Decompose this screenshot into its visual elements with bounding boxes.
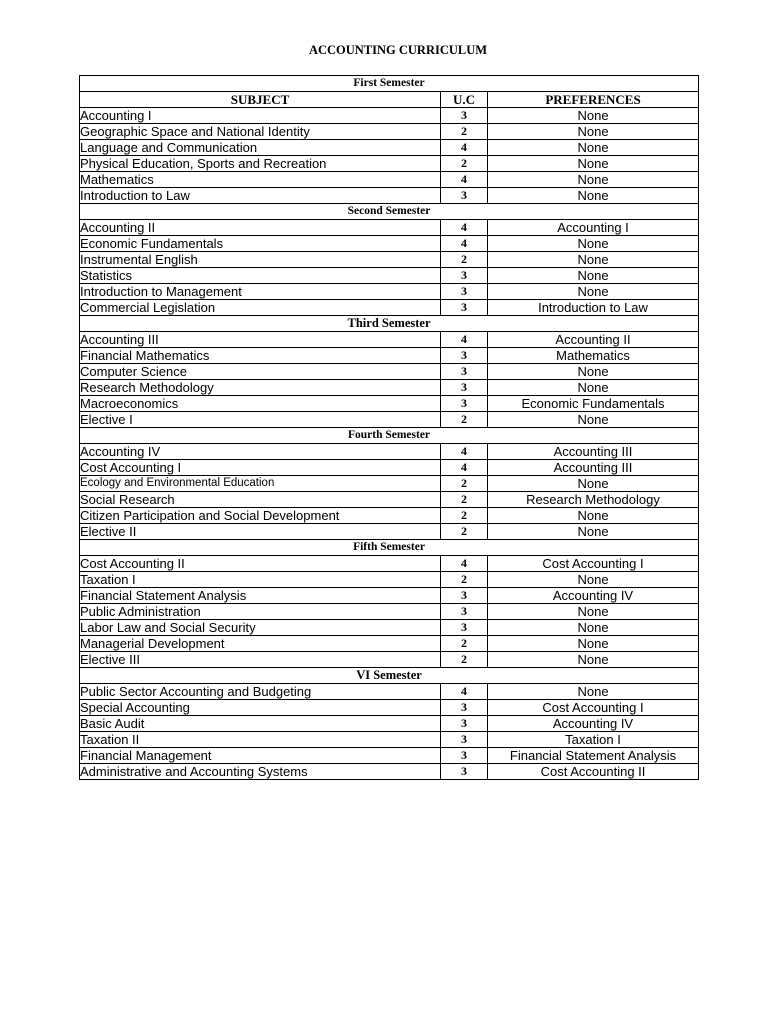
preferences-cell: None <box>488 508 699 524</box>
preferences-cell: None <box>488 140 699 156</box>
preferences-cell: Cost Accounting I <box>488 556 699 572</box>
subject-cell: Commercial Legislation <box>80 300 441 316</box>
course-row <box>80 588 699 604</box>
uc-cell: 2 <box>441 124 488 140</box>
course-row <box>80 140 699 156</box>
course-row <box>80 252 699 268</box>
course-row <box>80 172 699 188</box>
preferences-cell: None <box>488 124 699 140</box>
semester-header-row <box>80 540 699 556</box>
subject-cell: Introduction to Management <box>80 284 441 300</box>
uc-cell: 4 <box>441 444 488 460</box>
preferences-cell: None <box>488 284 699 300</box>
preferences-cell: None <box>488 652 699 668</box>
uc-cell: 3 <box>441 620 488 636</box>
course-row <box>80 652 699 668</box>
preferences-cell: None <box>488 620 699 636</box>
course-row <box>80 412 699 428</box>
preferences-cell: Accounting I <box>488 220 699 236</box>
course-row <box>80 284 699 300</box>
subject-cell: Accounting II <box>80 220 441 236</box>
uc-cell: 2 <box>441 156 488 172</box>
course-row <box>80 684 699 700</box>
preferences-cell: None <box>488 524 699 540</box>
semester-title: Third Semester <box>80 316 699 332</box>
preferences-cell: Mathematics <box>488 348 699 364</box>
course-row <box>80 716 699 732</box>
subject-cell: Public Sector Accounting and Budgeting <box>80 684 441 700</box>
preferences-cell: Cost Accounting I <box>488 700 699 716</box>
subject-cell: Citizen Participation and Social Development <box>80 508 441 524</box>
uc-cell: 3 <box>441 108 488 124</box>
uc-cell: 3 <box>441 380 488 396</box>
preferences-cell: None <box>488 684 699 700</box>
course-row <box>80 348 699 364</box>
uc-cell: 2 <box>441 252 488 268</box>
uc-cell: 2 <box>441 492 488 508</box>
subject-cell: Financial Management <box>80 748 441 764</box>
subject-cell: Geographic Space and National Identity <box>80 124 441 140</box>
subject-cell: Managerial Development <box>80 636 441 652</box>
semester-header-row <box>80 668 699 684</box>
course-row <box>80 748 699 764</box>
uc-cell: 3 <box>441 604 488 620</box>
preferences-cell: None <box>488 236 699 252</box>
course-row <box>80 156 699 172</box>
uc-cell: 4 <box>441 236 488 252</box>
semester-title: Fifth Semester <box>80 540 699 556</box>
subject-cell: Elective II <box>80 524 441 540</box>
course-row <box>80 220 699 236</box>
subject-cell: Economic Fundamentals <box>80 236 441 252</box>
preferences-cell: Research Methodology <box>488 492 699 508</box>
semester-header-row <box>80 204 699 220</box>
uc-cell: 4 <box>441 460 488 476</box>
preferences-cell: Accounting IV <box>488 588 699 604</box>
semester-header-row <box>80 76 699 92</box>
preferences-cell: None <box>488 108 699 124</box>
uc-cell: 4 <box>441 332 488 348</box>
uc-cell: 2 <box>441 652 488 668</box>
preferences-cell: Financial Statement Analysis <box>488 748 699 764</box>
course-row <box>80 524 699 540</box>
course-row <box>80 364 699 380</box>
subject-cell: Taxation I <box>80 572 441 588</box>
semester-title: Second Semester <box>80 204 699 220</box>
uc-cell: 3 <box>441 364 488 380</box>
uc-cell: 2 <box>441 572 488 588</box>
uc-cell: 3 <box>441 716 488 732</box>
uc-cell: 3 <box>441 284 488 300</box>
uc-cell: 2 <box>441 476 488 492</box>
course-row <box>80 188 699 204</box>
uc-cell: 3 <box>441 764 488 780</box>
subject-cell: Special Accounting <box>80 700 441 716</box>
subject-cell: Accounting III <box>80 332 441 348</box>
uc-cell: 3 <box>441 188 488 204</box>
preferences-cell: None <box>488 604 699 620</box>
preferences-cell: None <box>488 364 699 380</box>
preferences-cell: None <box>488 188 699 204</box>
preferences-cell: None <box>488 572 699 588</box>
uc-cell: 4 <box>441 172 488 188</box>
subject-cell: Public Administration <box>80 604 441 620</box>
uc-cell: 4 <box>441 556 488 572</box>
uc-cell: 3 <box>441 588 488 604</box>
curriculum-table <box>79 75 699 780</box>
uc-cell: 2 <box>441 412 488 428</box>
uc-cell: 3 <box>441 732 488 748</box>
preferences-cell: None <box>488 156 699 172</box>
preferences-cell: Taxation I <box>488 732 699 748</box>
subject-column-header: SUBJECT <box>80 92 441 108</box>
course-row <box>80 108 699 124</box>
preferences-cell: None <box>488 476 699 492</box>
subject-cell: Accounting I <box>80 108 441 124</box>
subject-cell: Physical Education, Sports and Recreation <box>80 156 441 172</box>
subject-cell: Introduction to Law <box>80 188 441 204</box>
subject-cell: Cost Accounting I <box>80 460 441 476</box>
subject-cell: Statistics <box>80 268 441 284</box>
uc-cell: 4 <box>441 220 488 236</box>
subject-cell: Administrative and Accounting Systems <box>80 764 441 780</box>
subject-cell: Instrumental English <box>80 252 441 268</box>
semester-title: Fourth Semester <box>80 428 699 444</box>
preferences-cell: Accounting II <box>488 332 699 348</box>
uc-cell: 2 <box>441 508 488 524</box>
subject-cell: Basic Audit <box>80 716 441 732</box>
course-row <box>80 604 699 620</box>
preferences-cell: Introduction to Law <box>488 300 699 316</box>
course-row <box>80 268 699 284</box>
course-row <box>80 476 699 492</box>
course-row <box>80 236 699 252</box>
course-row <box>80 460 699 476</box>
course-row <box>80 508 699 524</box>
preferences-cell: Economic Fundamentals <box>488 396 699 412</box>
subject-cell: Language and Communication <box>80 140 441 156</box>
subject-cell: Elective I <box>80 412 441 428</box>
course-row <box>80 764 699 780</box>
course-row <box>80 700 699 716</box>
curriculum-table-body <box>80 76 699 780</box>
preferences-cell: None <box>488 268 699 284</box>
uc-cell: 4 <box>441 684 488 700</box>
course-row <box>80 124 699 140</box>
page-title: ACCOUNTING CURRICULUM <box>308 43 488 57</box>
subject-cell: Labor Law and Social Security <box>80 620 441 636</box>
subject-cell: Social Research <box>80 492 441 508</box>
course-row <box>80 572 699 588</box>
subject-cell: Taxation II <box>80 732 441 748</box>
uc-cell: 2 <box>441 636 488 652</box>
preferences-cell: Accounting III <box>488 444 699 460</box>
subject-cell: Research Methodology <box>80 380 441 396</box>
preferences-cell: Cost Accounting II <box>488 764 699 780</box>
subject-cell: Computer Science <box>80 364 441 380</box>
subject-cell: Financial Mathematics <box>80 348 441 364</box>
semester-title: First Semester <box>80 76 699 92</box>
subject-cell: Cost Accounting II <box>80 556 441 572</box>
preferences-cell: Accounting III <box>488 460 699 476</box>
preferences-cell: None <box>488 172 699 188</box>
subject-cell: Macroeconomics <box>80 396 441 412</box>
semester-title: VI Semester <box>80 668 699 684</box>
semester-header-row <box>80 316 699 332</box>
preferences-cell: None <box>488 252 699 268</box>
course-row <box>80 636 699 652</box>
uc-cell: 3 <box>441 300 488 316</box>
preferences-cell: None <box>488 380 699 396</box>
preferences-cell: Accounting IV <box>488 716 699 732</box>
subject-cell: Accounting IV <box>80 444 441 460</box>
uc-cell: 3 <box>441 348 488 364</box>
uc-cell: 3 <box>441 268 488 284</box>
course-row <box>80 300 699 316</box>
subject-cell: Mathematics <box>80 172 441 188</box>
semester-header-row <box>80 428 699 444</box>
preferences-cell: None <box>488 636 699 652</box>
course-row <box>80 380 699 396</box>
subject-cell: Financial Statement Analysis <box>80 588 441 604</box>
course-row <box>80 620 699 636</box>
course-row <box>80 556 699 572</box>
uc-column-header: U.C <box>441 92 488 108</box>
column-header-row <box>80 92 699 108</box>
course-row <box>80 444 699 460</box>
subject-cell: Elective III <box>80 652 441 668</box>
subject-cell: Ecology and Environmental Education <box>80 476 441 492</box>
course-row <box>80 732 699 748</box>
course-row <box>80 396 699 412</box>
uc-cell: 4 <box>441 140 488 156</box>
course-row <box>80 332 699 348</box>
preferences-cell: None <box>488 412 699 428</box>
course-row <box>80 492 699 508</box>
uc-cell: 3 <box>441 700 488 716</box>
uc-cell: 3 <box>441 748 488 764</box>
uc-cell: 3 <box>441 396 488 412</box>
uc-cell: 2 <box>441 524 488 540</box>
preferences-column-header: PREFERENCES <box>488 92 699 108</box>
